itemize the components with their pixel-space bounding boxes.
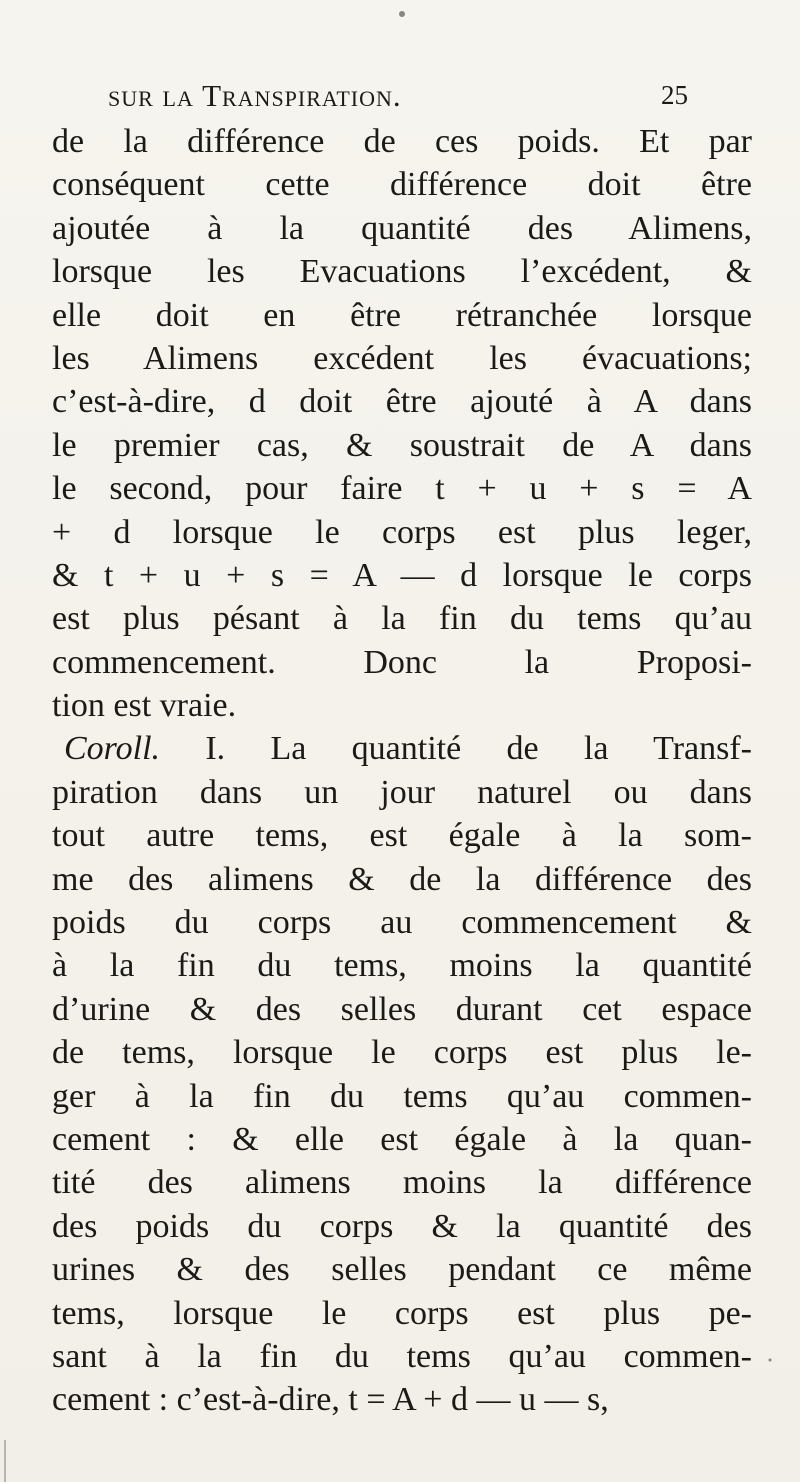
running-head: sur la Transpiration. — [108, 78, 402, 113]
ink-speck — [769, 1359, 772, 1362]
text-line: à la fin du tems, moins la quantité — [52, 947, 752, 985]
text-line: piration dans un jour naturel ou dans — [52, 773, 752, 811]
text-line: ger à la fin du tems qu’au commen- — [52, 1077, 752, 1115]
text-line: elle doit en être rétranchée lorsque — [52, 296, 752, 334]
body-text — [52, 120, 752, 1422]
text-line: poids du corps au commencement & — [52, 904, 752, 942]
corollary-label: Coroll. — [64, 730, 161, 768]
text-line: sant à la fin du tems qu’au commen- — [52, 1337, 752, 1375]
text-line: c’est-à-dire, d doit être ajouté à A dans — [52, 383, 752, 421]
ink-speck — [399, 11, 405, 17]
text-line: urines & des selles pendant ce même — [52, 1251, 752, 1289]
text-line: tité des alimens moins la différence — [52, 1164, 752, 1202]
page-number: 25 — [661, 80, 688, 110]
text-line: de la différence de ces poids. Et par — [52, 123, 752, 160]
text-line: des poids du corps & la quantité des — [52, 1207, 752, 1245]
text-line: est plus pésant à la fin du tems qu’au — [52, 600, 752, 638]
text-line: tout autre tems, est égale à la som- — [52, 817, 752, 855]
text-line: me des alimens & de la différence des — [52, 860, 752, 898]
text-line: tion est vraie. — [52, 687, 237, 725]
text-line: d’urine & des selles durant cet espace — [52, 990, 752, 1028]
text-line: cement : c’est-à-dire, t = A + d — u — s, — [52, 1381, 609, 1419]
text-line: lorsque les Evacuations l’excédent, & — [52, 253, 752, 291]
text-line: conséquent cette différence doit être — [52, 166, 752, 204]
text-line: Coroll. I. La quantité de la Transf- — [64, 730, 752, 768]
text-line: tems, lorsque le corps est plus pe- — [52, 1294, 752, 1332]
text-line: le premier cas, & soustrait de A dans — [52, 426, 752, 464]
text-line: ajoutée à la quantité des Alimens, — [52, 209, 752, 247]
text-line: le second, pour faire t + u + s = A — [52, 470, 752, 508]
text-line: + d lorsque le corps est plus leger, — [52, 513, 752, 551]
text-line: de tems, lorsque le corps est plus le- — [52, 1034, 752, 1072]
text-line: cement : & elle est égale à la quan- — [52, 1120, 752, 1158]
page-header — [108, 78, 688, 118]
text-line: & t + u + s = A — d lorsque le corps — [52, 556, 752, 594]
text-line: les Alimens excédent les évacuations; — [52, 339, 752, 377]
text-line: commencement. Donc la Proposi- — [52, 643, 752, 681]
